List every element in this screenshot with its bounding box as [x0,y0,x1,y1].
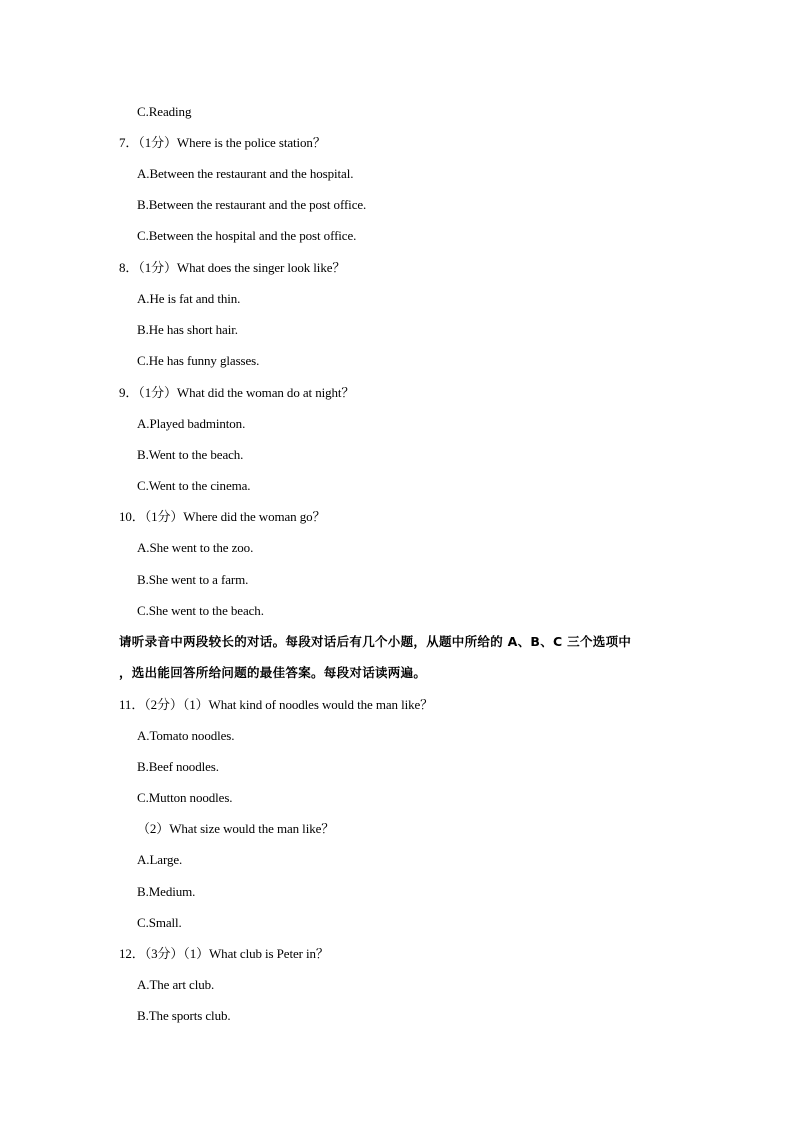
question-9: 9．（1分）What did the woman do at night？ [119,385,355,400]
option-11-1b: B.Beef noodles. [137,759,219,774]
option-7a: A.Between the restaurant and the hospital. [137,166,354,181]
option-10a: A.She went to the zoo. [137,540,254,555]
option-8a: A.He is fat and thin. [137,291,241,306]
option-9b: B.Went to the beach. [137,447,244,462]
option-7c: C.Between the hospital and the post office. [137,228,357,243]
option-11-2c: C.Small. [137,915,182,930]
option-12-1a: A.The art club. [137,977,215,992]
option-8b: B.He has short hair. [137,322,238,337]
option-9a: A.Played badminton. [137,416,246,431]
question-7: 7．（1分）Where is the police station？ [119,135,326,150]
option-9c: C.Went to the cinema. [137,478,251,493]
question-11-part2: （2）What size would the man like？ [137,821,335,836]
option-6c: C.Reading [137,104,192,119]
question-8: 8．（1分）What does the singer look like？ [119,260,346,275]
option-10c: C.She went to the beach. [137,603,264,618]
option-8c: C.He has funny glasses. [137,353,260,368]
section-instructions-line1: 请听录音中两段较长的对话。每段对话后有几个小题，从题中所给的 A、B、C 三个选项中 [119,634,632,649]
question-11: 11．（2分）（1）What kind of noodles would the man like？ [119,697,434,712]
section-instructions-line2: ，选出能回答所给问题的最佳答案。每段对话读两遍。 [119,665,427,680]
question-10: 10．（1分）Where did the woman go？ [119,509,326,524]
option-11-1c: C.Mutton noodles. [137,790,233,805]
option-12-1b: B.The sports club. [137,1008,231,1023]
option-11-1a: A.Tomato noodles. [137,728,235,743]
option-10b: B.She went to a farm. [137,572,249,587]
option-11-2a: A.Large. [137,852,183,867]
question-12: 12．（3分）（1）What club is Peter in？ [119,946,329,961]
option-7b: B.Between the restaurant and the post office. [137,197,367,212]
option-11-2b: B.Medium. [137,884,196,899]
